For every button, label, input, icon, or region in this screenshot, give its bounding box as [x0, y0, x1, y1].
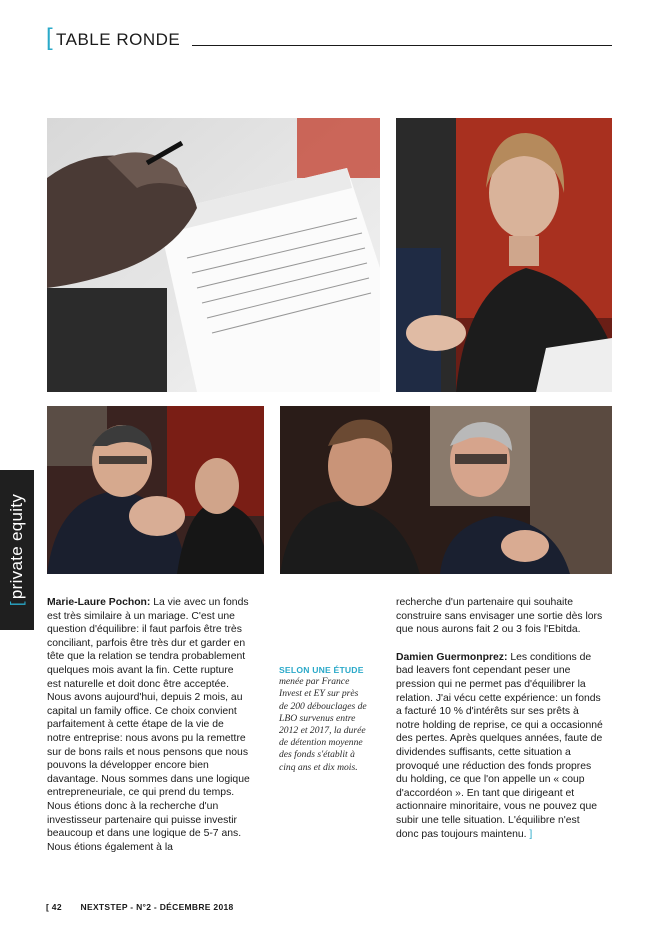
paragraph-pochon — [47, 596, 250, 854]
section-title: TABLE RONDE — [56, 30, 181, 49]
callout-text: menée par France Invest et EY sur près de 200 débouclages de LBO survenus entre 2012 et 2017, la durée de détention moyenne des fonds s'établit à cinq ans et dix mois. — [279, 676, 367, 773]
paragraph-guermonprez-text: Les conditions de bad leavers font cependant peser une pression qui ne permet pas d'équilibrer la relation. J'ai vécu cette expérience: un fonds a facturé 10 % d'intérêts sur ses prêts à notre holding de reprise, ce qui a occasionné des pertes. Après quelques années, faute de dividendes suffisants, cette situation a provoqué une réduction des fonds propres du holding, ce que l'on appelle un « coup d'accordéon ». En tant que dirigeant et actionnaire minoritaire, vous ne pouvez que subir une telle situation. L'équilibre n'est donc pas toujours maintenu. — [396, 651, 603, 840]
article-end-mark: ] — [526, 828, 533, 840]
page-number: [ 42 — [46, 902, 62, 912]
photo-woman-speaking — [396, 118, 612, 392]
study-callout — [279, 664, 367, 774]
article-column-right — [396, 596, 604, 841]
photo-men-discussion — [280, 406, 612, 574]
paragraph-guermonprez — [396, 651, 604, 841]
header-rule — [192, 45, 612, 46]
section-header — [46, 24, 612, 52]
page-footer — [46, 902, 234, 912]
photo-man-glasses-listening — [47, 406, 264, 574]
paragraph-continuation: recherche d'un partenaire qui souhaite construire sans envisager une sortie dès lors que nous aurons fait 2 ou 3 fois l'Ebitda. — [396, 597, 603, 636]
side-tab-bracket: [ — [7, 601, 26, 607]
side-tab-text: private equity — [7, 493, 26, 600]
section-side-tab — [0, 470, 34, 630]
magazine-issue: NEXTSTEP - N°2 - DÉCEMBRE 2018 — [80, 902, 234, 912]
side-tab-label — [7, 494, 27, 606]
article-column-left — [47, 596, 250, 854]
paragraph-pochon-text: La vie avec un fonds est très similaire à un mariage. C'est une question d'équilibre: il faut parfois être très conciliant, parfois être très dur et garder en tête que la relation se tendra probablement quelques mois avant la fin. Cette rupture est naturelle et doit donc être acceptée. Nous avons aujourd'hui, depuis 2 mois, au capital un family office. Ce choix convient parfaitement à cette étape de la vie de notre entreprise: nous avons pu la remettre sur de bons rails et nous pensons que nous pouvons la développer encore bien davantage. Nous sommes dans une logique entrepreneuriale, ce qui prend du temps. Nous étions donc à la recherche d'un investisseur partenaire qui puisse investir beaucoup et dans une logique de 5-7 ans. Nous étions également à la — [47, 597, 250, 853]
photo-notebook-writing — [47, 118, 380, 392]
callout-title: SELON UNE ÉTUDE — [279, 665, 364, 675]
header-bracket: [ — [46, 24, 53, 51]
speaker-name-guermonprez: Damien Guermonprez: — [396, 651, 508, 663]
speaker-name-pochon: Marie-Laure Pochon: — [47, 597, 151, 608]
